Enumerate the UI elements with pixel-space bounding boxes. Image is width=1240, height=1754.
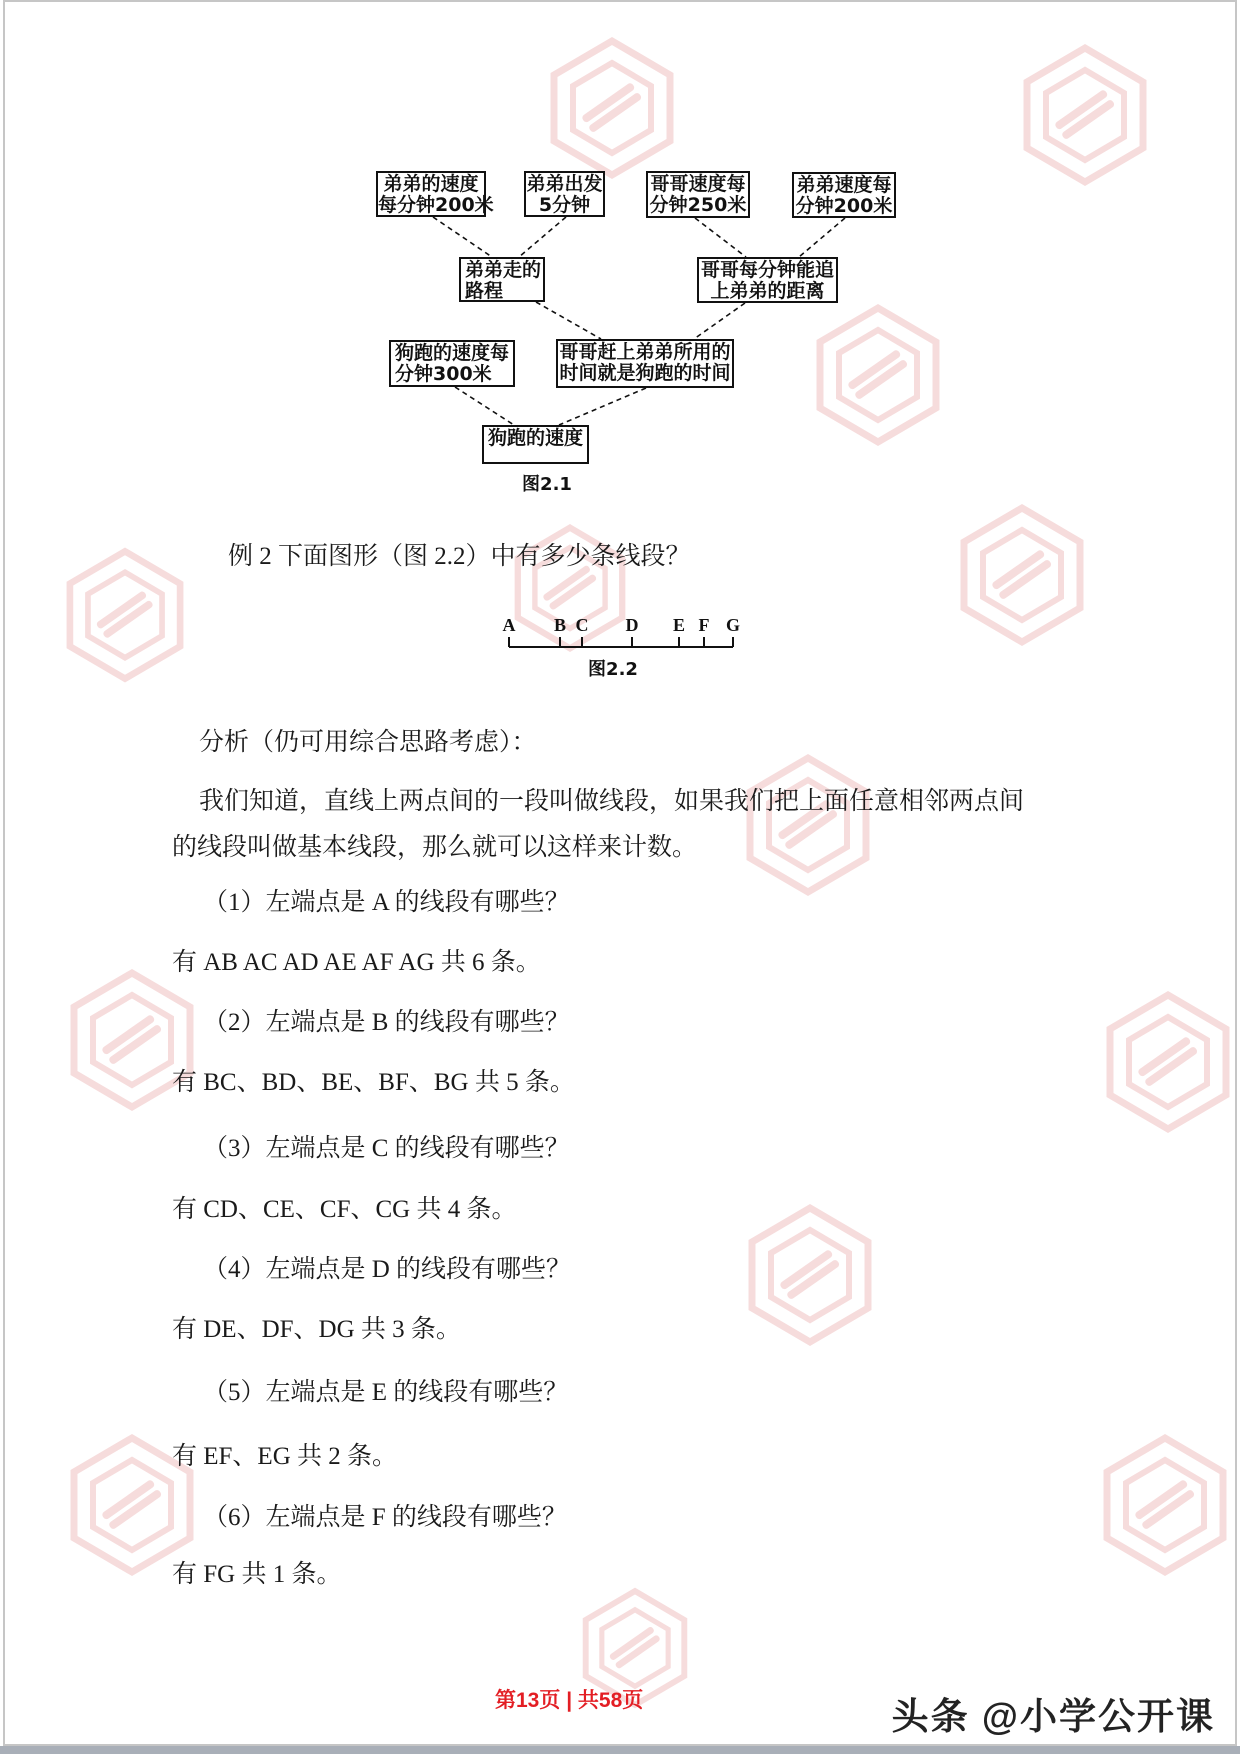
qa-question-line: （1）左端点是 A 的线段有哪些？ xyxy=(203,889,570,916)
qa-question-line: （5）左端点是 E 的线段有哪些？ xyxy=(203,1379,569,1406)
qa-question-line: （3）左端点是 C 的线段有哪些？ xyxy=(203,1135,570,1162)
connector-line xyxy=(455,387,514,425)
connector-line xyxy=(694,303,745,339)
point-label: G xyxy=(725,615,741,635)
qa-question-line: （2）左端点是 B 的线段有哪些？ xyxy=(203,1009,570,1036)
diagram-box-b4: 弟弟速度每 分钟200米 xyxy=(792,172,896,218)
diagram-caption: 图2.1 xyxy=(522,474,572,495)
bottom-edge xyxy=(0,1746,1240,1754)
paragraph-line: 的线段叫做基本线段，那么就可以这样来计数。 xyxy=(172,834,698,861)
watermark-credit: 头条 @小学公开课 xyxy=(891,1696,1215,1737)
connector-line xyxy=(433,217,492,257)
figure-caption: 图2.2 xyxy=(588,659,638,680)
qa-answer-line: 有 CD、CE、CF、CG 共 4 条。 xyxy=(172,1196,517,1223)
connector-line xyxy=(799,218,845,257)
diagram-box-b7: 狗跑的速度每 分钟300米 xyxy=(389,340,515,387)
point-label: A xyxy=(502,615,516,635)
point-label: D xyxy=(625,615,639,635)
connector-line xyxy=(695,218,746,257)
diagram-box-b1: 弟弟的速度 每分钟200米 xyxy=(378,173,494,216)
qa-answer-line: 有 DE、DF、DG 共 3 条。 xyxy=(172,1316,461,1343)
qa-question-line: （4）左端点是 D 的线段有哪些？ xyxy=(203,1256,572,1283)
diagram-box-b8: 哥哥赶上弟弟所用的 时间就是狗跑的时间 xyxy=(556,339,734,388)
diagram-box-b6: 哥哥每分钟能追 上弟弟的距离 xyxy=(697,257,838,303)
qa-answer-line: 有 AB AC AD AE AF AG 共 6 条。 xyxy=(172,949,541,976)
diagram-box-b3: 哥哥速度每 分钟250米 xyxy=(646,171,750,218)
diagram-box-b9: 狗跑的速度 xyxy=(482,425,589,464)
qa-answer-line: 有 EF、EG 共 2 条。 xyxy=(172,1443,398,1470)
connector-line xyxy=(519,217,566,257)
qa-question-line: （6）左端点是 F 的线段有哪些？ xyxy=(203,1504,567,1531)
point-label: B xyxy=(553,615,567,635)
connector-line xyxy=(536,302,601,339)
qa-answer-line: 有 BC、BD、BE、BF、BG 共 5 条。 xyxy=(172,1069,575,1096)
qa-answer-line: 有 FG 共 1 条。 xyxy=(172,1561,342,1588)
connector-line xyxy=(559,388,646,425)
example-heading: 例 2 下面图形（图 2.2）中有多少条线段？ xyxy=(228,543,691,570)
diagram-box-b5: 弟弟走的 路程 xyxy=(459,257,545,302)
point-label: E xyxy=(672,615,686,635)
point-label: C xyxy=(575,615,589,635)
paragraph-line: 我们知道，直线上两点间的一段叫做线段，如果我们把上面任意相邻两点间 xyxy=(199,788,1025,815)
analysis-heading: 分析（仍可用综合思路考虑）： xyxy=(199,729,537,756)
point-label: F xyxy=(698,615,710,635)
diagram-box-b2: 弟弟出发 5分钟 xyxy=(524,171,605,217)
page-number: 第13页 | 共58页 xyxy=(495,1689,644,1712)
